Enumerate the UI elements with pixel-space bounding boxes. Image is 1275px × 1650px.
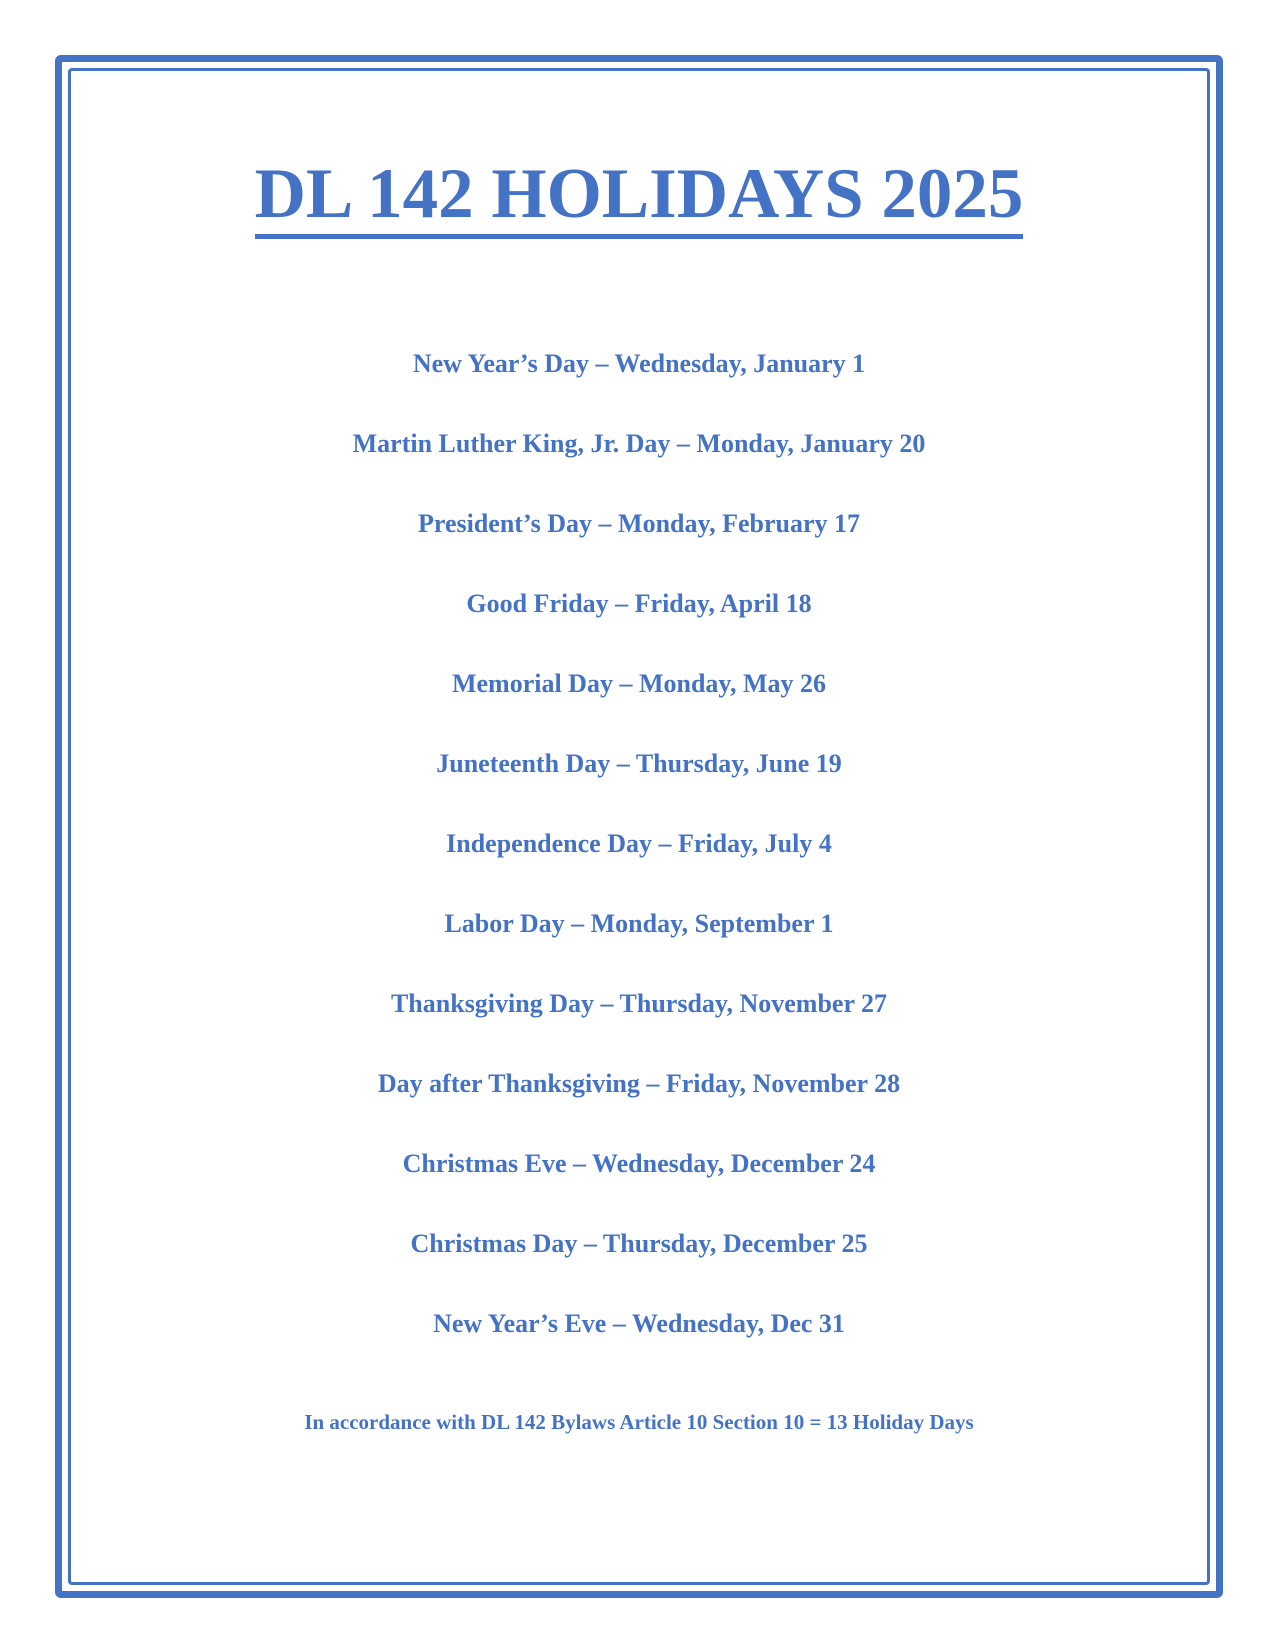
- holiday-item: Christmas Day – Thursday, December 25: [410, 1229, 868, 1258]
- holiday-item: Christmas Eve – Wednesday, December 24: [402, 1149, 876, 1178]
- holiday-item: New Year’s Day – Wednesday, January 1: [412, 349, 866, 378]
- holiday-item: President’s Day – Monday, February 17: [418, 509, 860, 538]
- holiday-item: Independence Day – Friday, July 4: [446, 829, 832, 858]
- holiday-item: New Year’s Eve – Wednesday, Dec 31: [433, 1309, 845, 1338]
- document-body: [71, 71, 1207, 1582]
- holiday-item: Labor Day – Monday, September 1: [444, 909, 834, 938]
- holiday-item: Day after Thanksgiving – Friday, November 28: [377, 1069, 901, 1098]
- holiday-item: Martin Luther King, Jr. Day – Monday, January 20: [352, 429, 926, 458]
- holiday-list: [71, 349, 1207, 1389]
- holiday-item: Thanksgiving Day – Thursday, November 27: [390, 989, 888, 1018]
- holiday-item: Good Friday – Friday, April 18: [466, 589, 812, 618]
- bylaws-footnote: In accordance with DL 142 Bylaws Article 10 Section 10 = 13 Holiday Days: [304, 1410, 974, 1434]
- page-title-text: DL 142 HOLIDAYS 2025: [255, 159, 1024, 239]
- holiday-item: Memorial Day – Monday, May 26: [451, 669, 827, 698]
- page-title: [71, 155, 1207, 239]
- holiday-item: Juneteenth Day – Thursday, June 19: [436, 749, 842, 778]
